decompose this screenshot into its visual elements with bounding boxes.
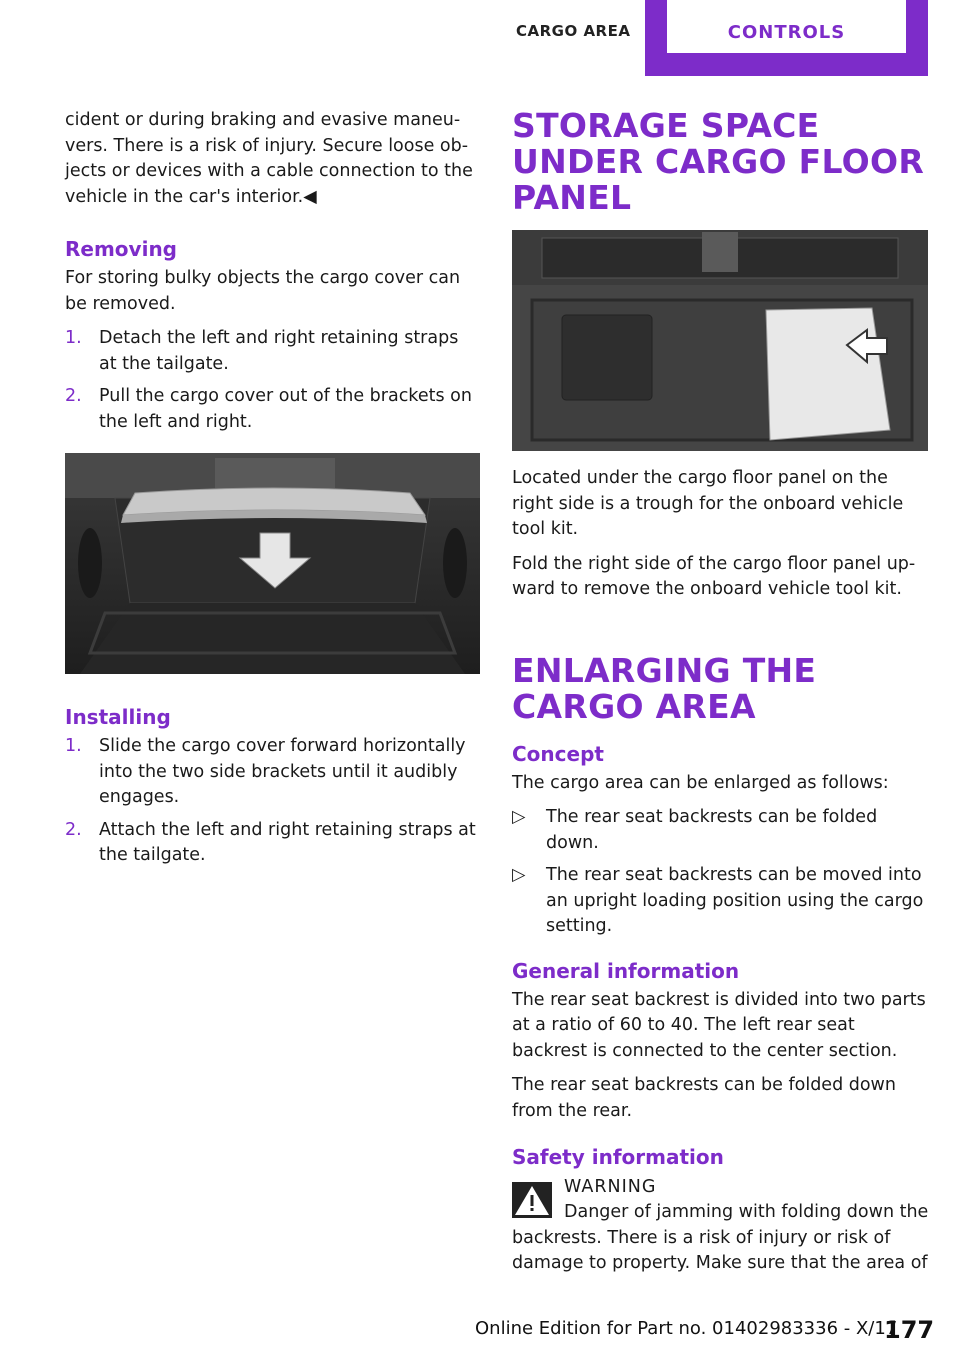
storage-paragraph-2: Fold the right side of the cargo floor panel up‐ward to remove the onboard vehicle tool kit. xyxy=(512,553,916,599)
warning-title: WARNING xyxy=(564,1177,657,1197)
warning-triangle-icon xyxy=(512,1182,552,1218)
list-item xyxy=(65,326,480,377)
general-info-heading: General information xyxy=(512,958,740,983)
storage-heading: STORAGE SPACE UNDER CARGO FLOOR PANEL xyxy=(512,106,925,217)
step-text: Pull the cargo cover out of the brackets on the left and right. xyxy=(99,386,472,432)
list-item xyxy=(512,805,930,856)
warning-text: backrests. There is a risk of injury or risk of damage to property. Make sure that the area of xyxy=(512,1227,928,1273)
installing-heading: Installing xyxy=(65,705,171,729)
cargo-cover-illustration xyxy=(65,453,480,674)
list-item xyxy=(512,863,930,940)
safety-info-heading: Safety information xyxy=(512,1145,724,1169)
step-number: 1. xyxy=(65,736,82,756)
cargo-cover-photo xyxy=(65,453,480,674)
list-item xyxy=(65,734,480,811)
list-item xyxy=(65,818,480,869)
step-number: 2. xyxy=(65,819,82,840)
general-info-paragraph-2: The rear seat backrests can be folded down from the rear. xyxy=(512,1075,896,1121)
list-item xyxy=(65,384,480,435)
left-column xyxy=(65,108,480,881)
enlarging-heading: ENLARGING THE CARGO AREA xyxy=(512,650,817,726)
step-text: Detach the left and right retaining straps at the tailgate. xyxy=(99,328,459,374)
removing-steps xyxy=(65,326,480,435)
bullet-text: The rear seat backrests can be folded down. xyxy=(546,807,878,853)
cargo-floor-photo xyxy=(512,230,928,451)
warning-text-first-line: Danger of jamming with folding down the xyxy=(564,1202,929,1222)
header-tab-bar xyxy=(645,0,928,76)
page-number: 177 xyxy=(884,1316,935,1344)
footer-edition: Online Edition for Part no. 01402983336 - X/17 xyxy=(475,1318,898,1339)
concept-bullets xyxy=(512,805,930,940)
step-text: Slide the cargo cover forward horizontally into the two side brackets until it audibly engages. xyxy=(99,736,466,807)
concept-text: The cargo area can be enlarged as follows: xyxy=(512,772,889,793)
general-info-paragraph-1: The rear seat backrest is divided into two parts at a ratio of 60 to 40. The left rear seat backrest is connected to the center section. xyxy=(512,989,926,1061)
step-number: 2. xyxy=(65,386,82,406)
removing-heading: Removing xyxy=(65,237,177,261)
intro-paragraph: cident or during braking and evasive maneu‐vers. There is a risk of injury. Secure loose ob‐jects or devices with a cable connection to the vehicle in the car's interior.◀ xyxy=(65,110,473,207)
warning-block xyxy=(512,1174,930,1277)
bullet-text: The rear seat backrests can be moved into an upright loading position using the cargo setting. xyxy=(546,865,924,936)
header-section-title: CARGO AREA xyxy=(516,22,631,40)
header-tab-controls[interactable]: CONTROLS xyxy=(667,0,906,53)
installing-steps xyxy=(65,734,480,869)
removing-text: For storing bulky objects the cargo cover can be removed. xyxy=(65,268,461,314)
step-text: Attach the left and right retaining straps at the tailgate. xyxy=(99,819,476,865)
triangle-bullet-icon: ▷ xyxy=(512,865,526,885)
storage-paragraph-1: Located under the cargo floor panel on the right side is a trough for the onboard vehicle tool kit. xyxy=(512,468,904,539)
triangle-bullet-icon: ▷ xyxy=(512,807,526,827)
right-column xyxy=(512,108,930,1286)
step-number: 1. xyxy=(65,328,82,348)
concept-heading: Concept xyxy=(512,741,604,766)
cargo-floor-illustration xyxy=(512,230,928,451)
